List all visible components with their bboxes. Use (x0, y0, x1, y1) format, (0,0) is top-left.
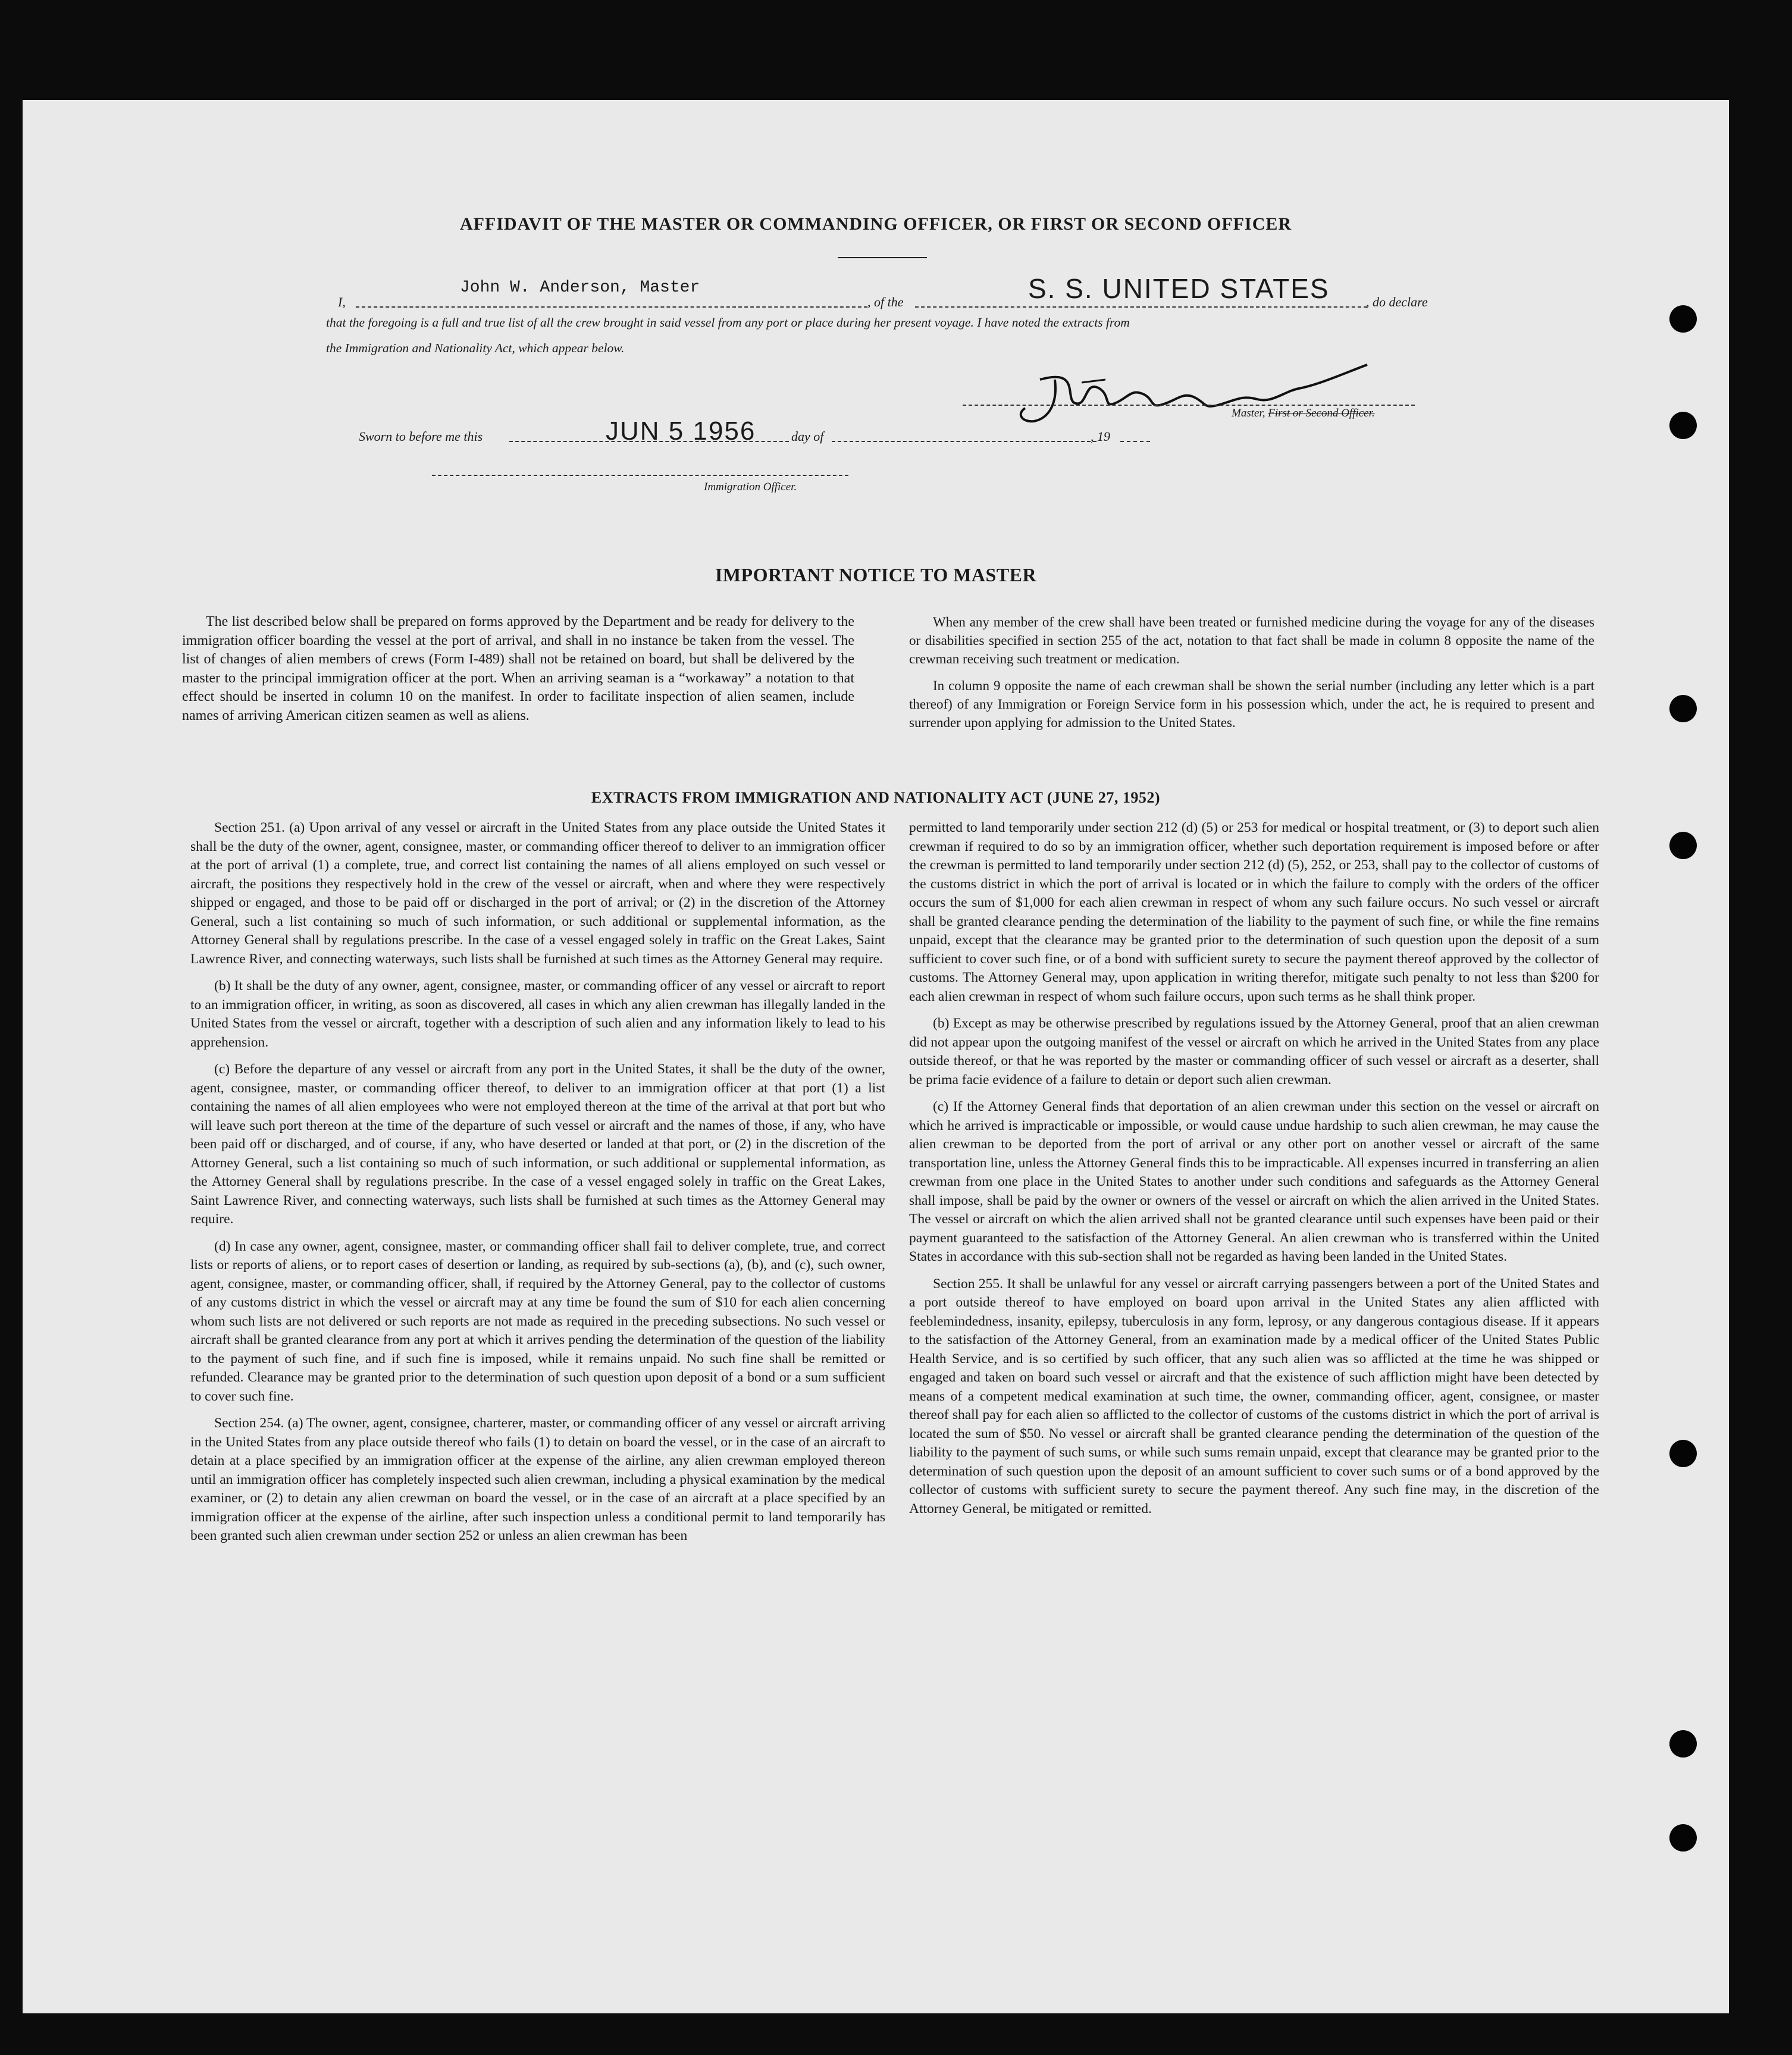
extracts-title: EXTRACTS FROM IMMIGRATION AND NATIONALITY ACT (JUNE 27, 1952) (591, 789, 1161, 806)
immigration-officer-label: Immigration Officer. (704, 481, 797, 493)
punch-hole (1669, 1824, 1697, 1852)
section-251-a: Section 251. (a) Upon arrival of any vessel or aircraft in the United States from any place outside the United States it shall be the duty of the owner, agent, consignee, master, or commanding officer thereof to deliver to an immigration officer at the port of arrival (1) a complete, true, and correct list containing the names of all aliens employed on such vessel or aircraft, the positions they respectively hold in the crew of the vessel or aircraft, when and where they were respectively shipped or engaged, and those to be paid off or discharged in the port of arrival; or (2) in the discretion of the Attorney General, such a list containing so much of such information, or such additional or supplemental information, as the Attorney General shall by regulations prescribe. In the case of a vessel engaged solely in traffic on the Great Lakes, Saint Lawrence River, and connecting waterways, such lists shall be furnished at such times as the Attorney General may require. (190, 820, 885, 967)
vessel-line (915, 306, 1367, 308)
i-label: I, (338, 295, 346, 309)
master-name-field: John W. Anderson, Master (460, 278, 700, 297)
of-the-label: , of the (867, 295, 904, 309)
affidavit-title: AFFIDAVIT OF THE MASTER OR COMMANDING OFFICER, OR FIRST OR SECOND OFFICER (459, 214, 1292, 234)
punch-hole (1669, 412, 1697, 439)
signature-caption (1232, 407, 1375, 420)
signature-line (963, 405, 1415, 406)
month-line (832, 441, 1096, 442)
punch-hole (1669, 1730, 1697, 1758)
section-251-b: (b) It shall be the duty of any owner, agent, consignee, master, or commanding officer of any vessel or aircraft to report to an immigration officer, in writing, as soon as discovered, all cases in which any alien crewman has illegally landed in the United States from the vessel or aircraft, together with a description of such alien and any information likely to lead to his apprehension. (190, 978, 885, 1050)
master-caption: Master, (1232, 407, 1265, 419)
punch-hole (1669, 305, 1697, 333)
punch-hole (1669, 695, 1697, 722)
notice-left-paragraph: The list described below shall be prepared on forms approved by the Department and be ready for delivery to the immigration officer boarding the vessel at the port of arrival, and shall in no instance be taken from the vessel. The list of changes of alien members of crews (Form I-489) shall not be retained on board, but shall be delivered by the master to the principal immigration officer at the port. When an arriving seaman is a “workaway” a notation to that effect should be inserted in column 10 on the manifest. In order to facilitate inspection of alien seamen, include names of arriving American citizen seamen as well as aliens. (182, 614, 854, 723)
sworn-label: Sworn to before me this (359, 429, 483, 444)
section-254-c: (c) If the Attorney General finds that deportation of an alien crewman under this section on the vessel or aircraft on which he arrived is impracticable or impossible, or would cause undue hardship to such alien crewman, he may cause the alien crewman to be deported from the port of arrival or any other port on another vessel or aircraft of the same transportation line, unless the Attorney General finds this to be impracticable. All expenses incurred in transferring an alien crewman from one place in the United States to another under such conditions and safeguards as the Attorney General shall impose, shall be paid by the owner or owners of the vessel or aircraft on which the alien arrived in the United States. The vessel or aircraft on which the alien arrived shall not be granted clearance until such expenses have been paid or their payment guaranteed to the satisfaction of the Attorney General. An alien crewman who is transferred within the United States in accordance with this sub-section shall not be regarded as having been landed in the United States. (909, 1099, 1599, 1264)
section-254-a-continued: permitted to land temporarily under section 212 (d) (5) or 253 for medical or hospital treatment, or (3) to deport such alien crewman if required to do so by an immigration officer, whether such deportation requirement is imposed before or after the crewman is permitted to land temporarily under section 212 (d) (5), 252, or 253, shall pay to the collector of customs of the customs district in which the port of arrival is located or in which the failure to comply with the orders of the officer occurs the sum of $1,000 for each alien crewman in respect of whom any such failure occurs. No such vessel or aircraft shall be granted clearance pending the determination of the liability to the payment of such fine, or while the fine remains unpaid, except that the clearance may be granted prior to the determination of such question upon the deposit of a sum sufficient to cover such fine, or of a bond with sufficient surety to secure the payment thereof approved by the collector of customs. The Attorney General may, upon application in writing therefor, mitigate such penalty to not less than $200 for each alien crewman in respect of whom such failure occurs, upon such terms as he shall think proper. (909, 820, 1599, 1004)
notice-left-column (182, 613, 854, 734)
notice-right-column (909, 613, 1594, 740)
section-251-d: (d) In case any owner, agent, consignee, master, or commanding officer shall fail to deliver complete, true, and correct lists or reports of aliens, or to report cases of desertion or landing, as required by sub-sections (a), (b), and (c), such owner, agent, consignee, master, or commanding officer, shall, if required by the Attorney General, pay to the collector of customs of any customs district in which the vessel or aircraft may at any time be found the sum of $10 for each alien concerning whom such lists are not delivered or such reports are not made as required in the preceding subsections. No such vessel or aircraft shall be granted clearance from any port at which it arrives pending the determination of the question of the liability to the payment of such fine, and if such fine is imposed, while it remains unpaid. No such fine shall be remitted or refunded. Clearance may be granted prior to the determination of such question upon deposit of a bond or a sum sufficient to cover such fine. (190, 1238, 885, 1404)
document-page (23, 100, 1729, 2013)
declaration-line-1: that the foregoing is a full and true list of all the crew brought in said vessel from any port or place during her present voyage. I have noted the extracts from (326, 315, 1130, 330)
master-signature (998, 356, 1379, 433)
struck-officer-caption: First or Second Officer. (1268, 407, 1375, 419)
year-label: , 19 (1091, 429, 1110, 444)
extracts-right-column (909, 819, 1599, 1527)
name-line (356, 306, 867, 308)
sworn-date-stamp: JUN 5 1956 (606, 416, 756, 446)
extracts-left-column (190, 819, 885, 1554)
section-254-b: (b) Except as may be otherwise prescribed by regulations issued by the Attorney General, proof that an alien crewman did not appear upon the outgoing manifest of the vessel or aircraft on which he arrived in the United States from any place outside thereof, or that he was reported by the master or commanding officer of such vessel or aircraft as a deserter, shall be prima facie evidence of a failure to detain or deport such alien crewman. (909, 1016, 1599, 1088)
punch-hole (1669, 1440, 1697, 1467)
do-declare-label: , do declare (1366, 295, 1428, 309)
year-line (1120, 441, 1150, 442)
notice-right-paragraph-2: In column 9 opposite the name of each crewman shall be shown the serial number (including any letter which is a part thereof) of any Immigration or Foreign Service form in his possession which, under the act, he is required to present and surrender upon applying for admission to the United States. (909, 678, 1594, 730)
section-251-c: (c) Before the departure of any vessel or aircraft from any port in the United States, it shall be the duty of the owner, agent, consignee, master, or commanding officer thereof, to deliver to an immigration officer at that port (1) a list containing the names of all alien employees who were not employed thereon at the time of the arrival at that port but who will leave such port thereon at the time of the departure of such vessel or aircraft and the names of those, if any, who have been paid off or discharged, and of course, if any, who have deserted or landed at that port, or (2) in the discretion of the Attorney General, such a list containing so much of such information, or such additional or supplemental information, as the Attorney General shall by regulations prescribe. In the case of a vessel engaged solely in traffic on the Great Lakes, Saint Lawrence River, and connecting waterways, such lists shall be furnished at such times as the Attorney General may require. (190, 1061, 885, 1227)
declaration-line-2: the Immigration and Nationality Act, which appear below. (326, 341, 625, 355)
vessel-name-stamp: S. S. UNITED STATES (1028, 273, 1330, 304)
day-of-label: day of (791, 429, 824, 444)
section-255: Section 255. It shall be unlawful for any vessel or aircraft carrying passengers between a port of the United States and a port outside thereof to have employed on board upon arrival in the United States any alien afflicted with feeblemindedness, insanity, epilepsy, tuberculosis in any form, leprosy, or any dangerous contagious disease. If it appears to the satisfaction of the Attorney General, from an examination made by a medical officer of the United States Public Health Service, and is so certified by such officer, that any such alien was so afflicted at the time he was shipped or engaged and taken on board such vessel or aircraft and that the existence of such affliction might have been detected by means of a competent medical examination at such time, the owner, commanding officer, agent, consignee, or master thereof shall pay for each alien so afflicted to the collector of customs of the customs district in which the port of arrival is located the sum of $50. No vessel or aircraft shall be granted clearance pending the determination of the question of the liability to the payment of such sums, or while such sums remain unpaid, except that clearance may be granted prior to the determination of such question upon the deposit of an amount sufficient to cover such sums or of a bond approved by the collector of customs with sufficient surety to secure the payment thereof. Any such fine may, in the discretion of the Attorney General, be mitigated or remitted. (909, 1276, 1599, 1517)
punch-hole (1669, 832, 1697, 859)
notice-title: IMPORTANT NOTICE TO MASTER (715, 564, 1037, 585)
immigration-officer-line (432, 475, 848, 476)
notice-right-paragraph-1: When any member of the crew shall have been treated or furnished medicine during the voyage for any of the diseases or disabilities specified in section 255 of the act, notation to that fact shall be made in column 8 opposite the name of the crewman receiving such treatment or medication. (909, 615, 1594, 666)
section-254-a: Section 254. (a) The owner, agent, consignee, charterer, master, or commanding officer of any vessel or aircraft arriving in the United States from any place outside thereof who fails (1) to detain on board the vessel, or in the case of an aircraft to detain at a place specified by an immigration officer at the expense of the airline, any alien crewman employed thereon until an immigration officer has completely inspected such alien crewman, including a physical examination by the medical examiner, or (2) to detain any alien crewman on board the vessel, or in the case of an aircraft at a place specified by an immigration officer at the expense of the airline, after such inspection unless a conditional permit to land temporarily has been granted such alien crewman under section 252 or unless an alien crewman has been (190, 1415, 885, 1543)
title-underline (838, 257, 927, 258)
